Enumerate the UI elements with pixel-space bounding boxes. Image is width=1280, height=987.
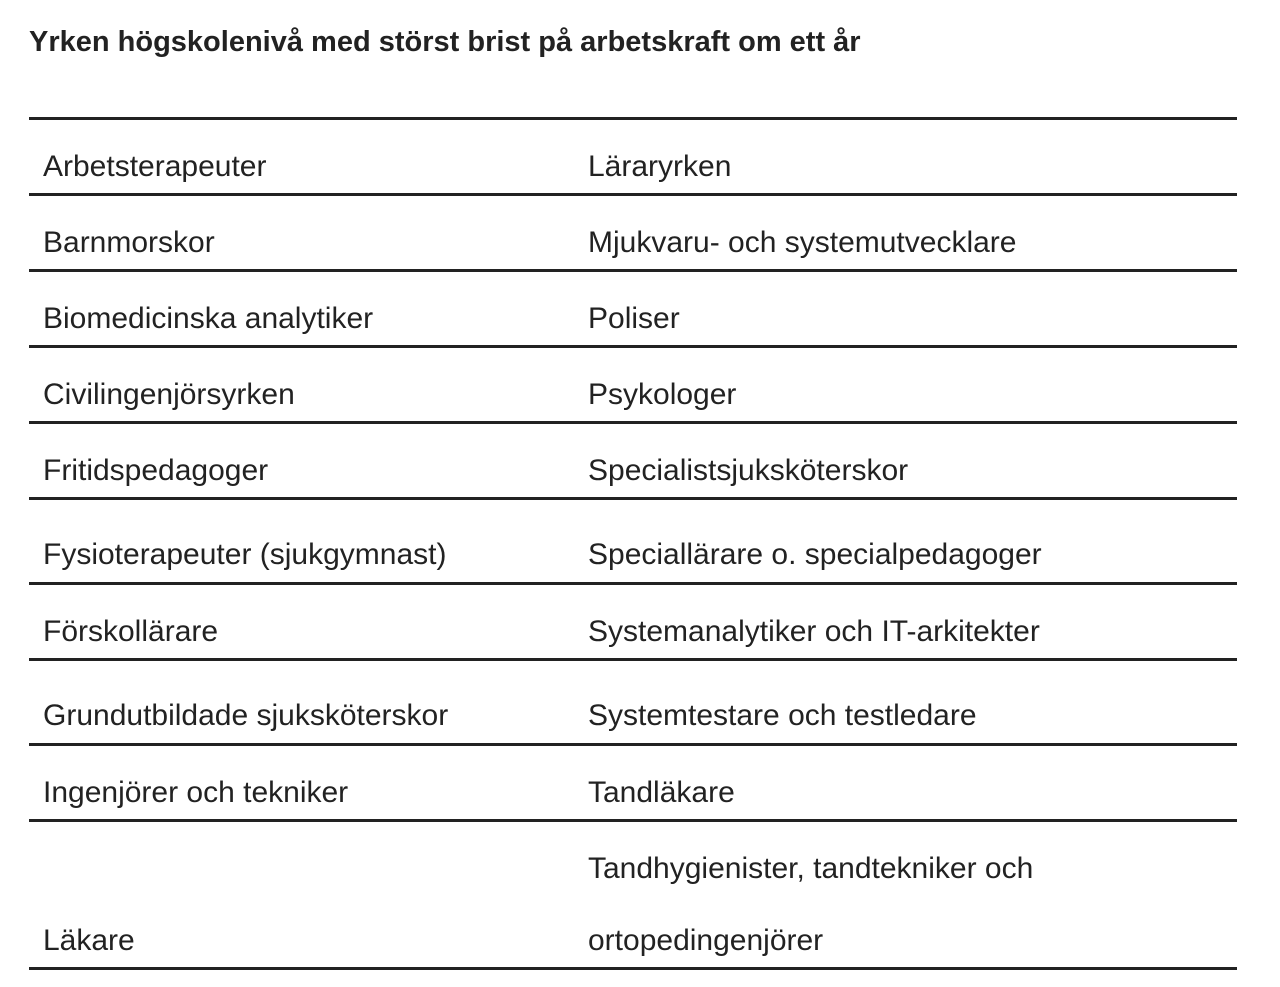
table-cell-left: Fysioterapeuter (sjukgymnast) [43,538,447,571]
table-cell-left: Läkare [43,924,135,957]
table-cell-right: Systemtestare och testledare [588,699,977,732]
table-cell-right: Specialistsjuksköterskor [588,454,909,487]
table-cell-right: Läraryrken [588,150,732,183]
table-row [29,120,1237,196]
table-cell-right: Poliser [588,302,680,335]
table-row [29,424,1237,500]
table-cell-right: Psykologer [588,378,737,411]
table-cell-right-line: Tandhygienister, tandtekniker och [588,852,1034,885]
table-cell-right: Systemanalytiker och IT-arkitekter [588,615,1040,648]
table-row [29,585,1237,661]
table-cell-left: Grundutbildade sjuksköterskor [43,699,449,732]
table-cell-left: Civilingenjörsyrken [43,378,295,411]
table-row [29,272,1237,348]
table-row [29,746,1237,822]
table-cell-right [574,822,1237,967]
table-row [29,196,1237,272]
table-cell-left: Biomedicinska analytiker [43,302,374,335]
table-cell-right: Tandläkare [588,776,735,809]
table-cell-right: Mjukvaru- och systemutvecklare [588,226,1017,259]
table-row [29,822,1237,970]
table-cell-right: Speciallärare o. specialpedagoger [588,538,1042,571]
table-cell-left: Fritidspedagoger [43,454,269,487]
table-cell-right-line: ortopedingenjörer [588,924,824,957]
table-cell-left: Förskollärare [43,615,219,648]
table-row [29,661,1237,746]
occupations-table [29,117,1237,970]
table-cell-left: Arbetsterapeuter [43,150,267,183]
table-row [29,348,1237,424]
table-cell-left: Barnmorskor [43,226,215,259]
table-row [29,500,1237,585]
table-cell-left: Ingenjörer och tekniker [43,776,349,809]
page-title: Yrken högskolenivå med störst brist på arbetskraft om ett år [29,26,861,58]
